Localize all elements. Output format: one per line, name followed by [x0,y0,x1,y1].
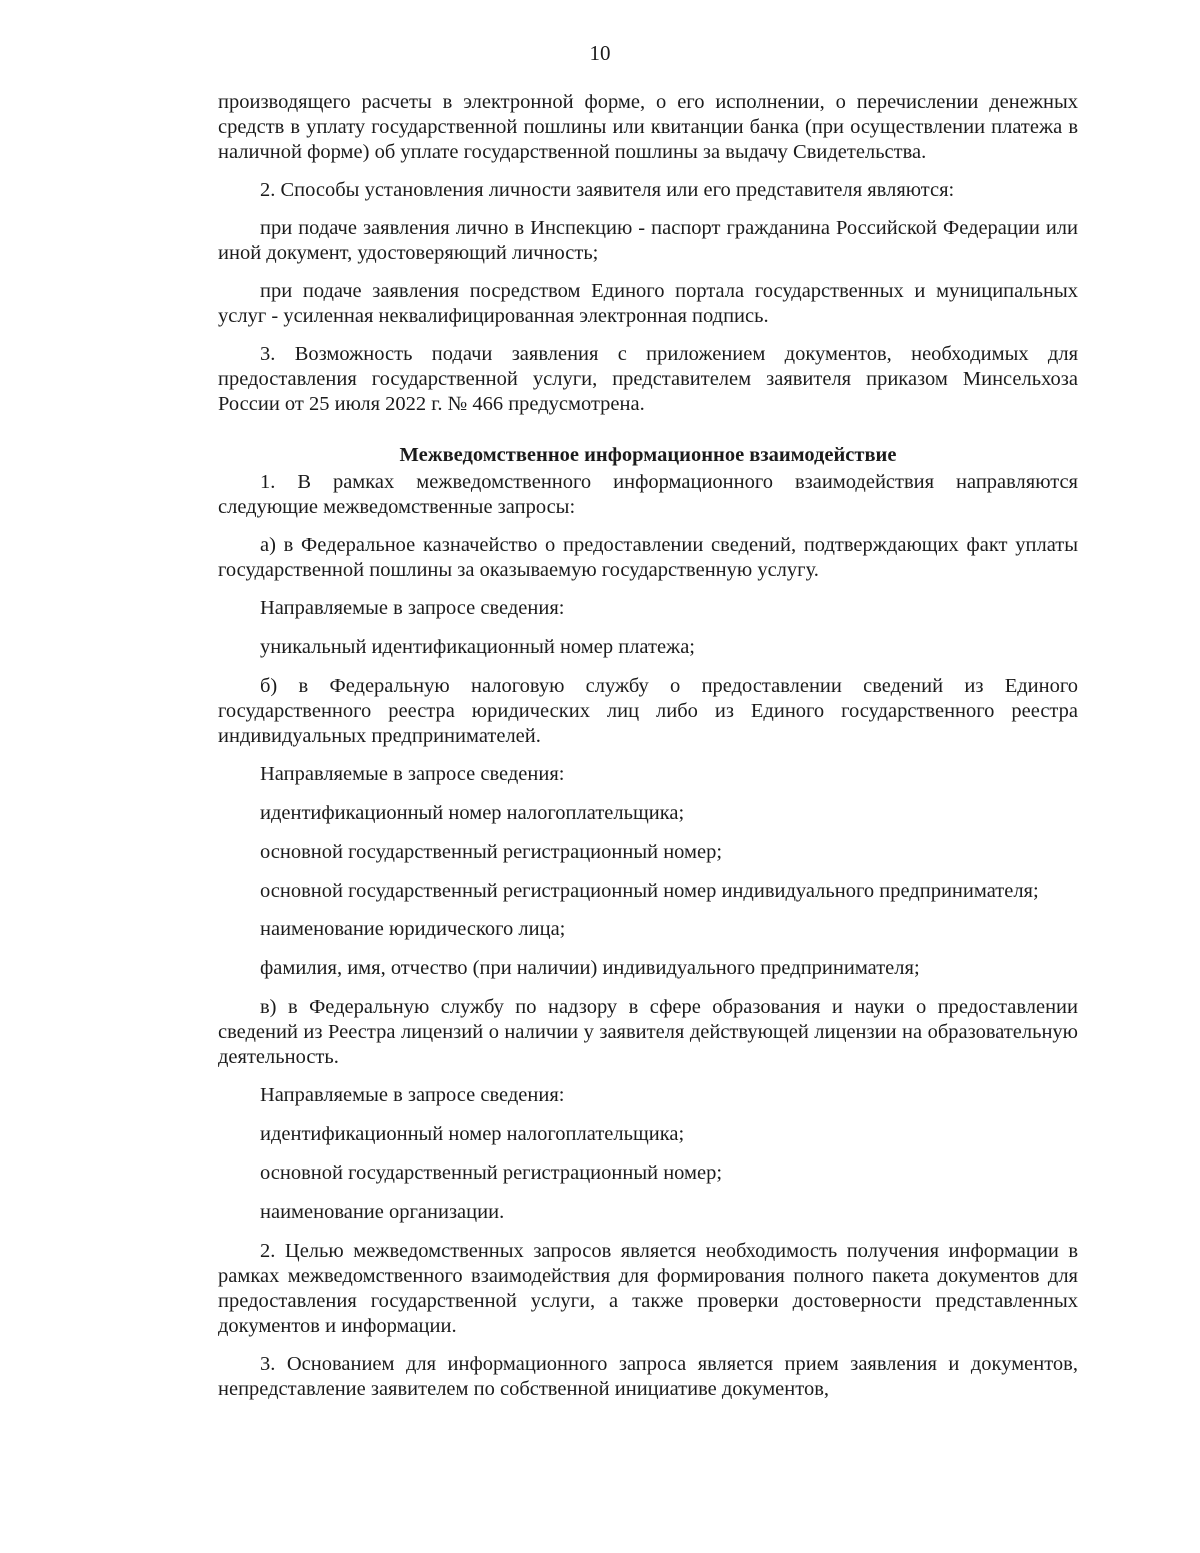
paragraph: Направляемые в запросе сведения: [260,763,565,785]
paragraph: уникальный идентификационный номер платежа; [260,636,696,658]
page-number: 10 [589,41,611,65]
paragraph: идентификационный номер налогоплательщика; [260,1123,685,1145]
section-heading: Межведомственное информационное взаимодействие [399,444,897,466]
document-body [218,90,1078,1415]
paragraph: идентификационный номер налогоплательщика; [260,802,685,824]
paragraph: фамилия, имя, отчество (при наличии) индивидуального предпринимателя; [260,957,920,979]
paragraph: б) в Федеральную налоговую службу о предоставлении сведений из Единого государственного реестра юридических лиц либо из Единого государственного реестра индивидуальных предпринимателей. [218,675,1078,747]
paragraph: Направляемые в запросе сведения: [260,597,565,619]
paragraph: а) в Федеральное казначейство о предоставлении сведений, подтверждающих факт уплаты государственной пошлины за оказываемую государственную услугу. [218,534,1078,581]
paragraph: Направляемые в запросе сведения: [260,1084,565,1106]
paragraph: 3. Основанием для информационного запроса является прием заявления и документов, непредставление заявителем по собственной инициативе документов, [218,1353,1078,1400]
paragraph: 2. Целью межведомственных запросов является необходимость получения информации в рамках межведомственного взаимодействия для формирования полного пакета документов для предоставления государственной услуги, а также проверки достоверности представленных документов и информации. [218,1240,1078,1337]
paragraph: при подаче заявления лично в Инспекцию - паспорт гражданина Российской Федерации или иной документ, удостоверяющий личность; [218,217,1078,264]
paragraph: основной государственный регистрационный номер; [260,841,723,863]
paragraph: наименование юридического лица; [260,918,566,940]
paragraph: 3. Возможность подачи заявления с приложением документов, необходимых для предоставления государственной услуги, представителем заявителя приказом Минсельхоза России от 25 июля 2022 г. № 466 предусмотрена. [218,343,1078,415]
paragraph: 1. В рамках межведомственного информационного взаимодействия направляются следующие межведомственные запросы: [218,471,1078,518]
paragraph: 2. Способы установления личности заявителя или его представителя являются: [260,179,955,201]
paragraph: в) в Федеральную службу по надзору в сфере образования и науки о предоставлении сведений из Реестра лицензий о наличии у заявителя действующей лицензии на образовательную деятельность. [218,996,1078,1068]
paragraph: основной государственный регистрационный номер; [260,1162,723,1184]
paragraph: производящего расчеты в электронной форме, о его исполнении, о перечислении денежных средств в уплату государственной пошлины или квитанции банка (при осуществлении платежа в наличной форме) об уплате государственной пошлины за выдачу Свидетельства. [218,91,1078,163]
paragraph: наименование организации. [260,1201,505,1223]
paragraph: основной государственный регистрационный номер индивидуального предпринимателя; [260,880,1039,902]
paragraph: при подаче заявления посредством Единого портала государственных и муниципальных услуг - усиленная неквалифицированная электронная подпись. [218,280,1078,327]
